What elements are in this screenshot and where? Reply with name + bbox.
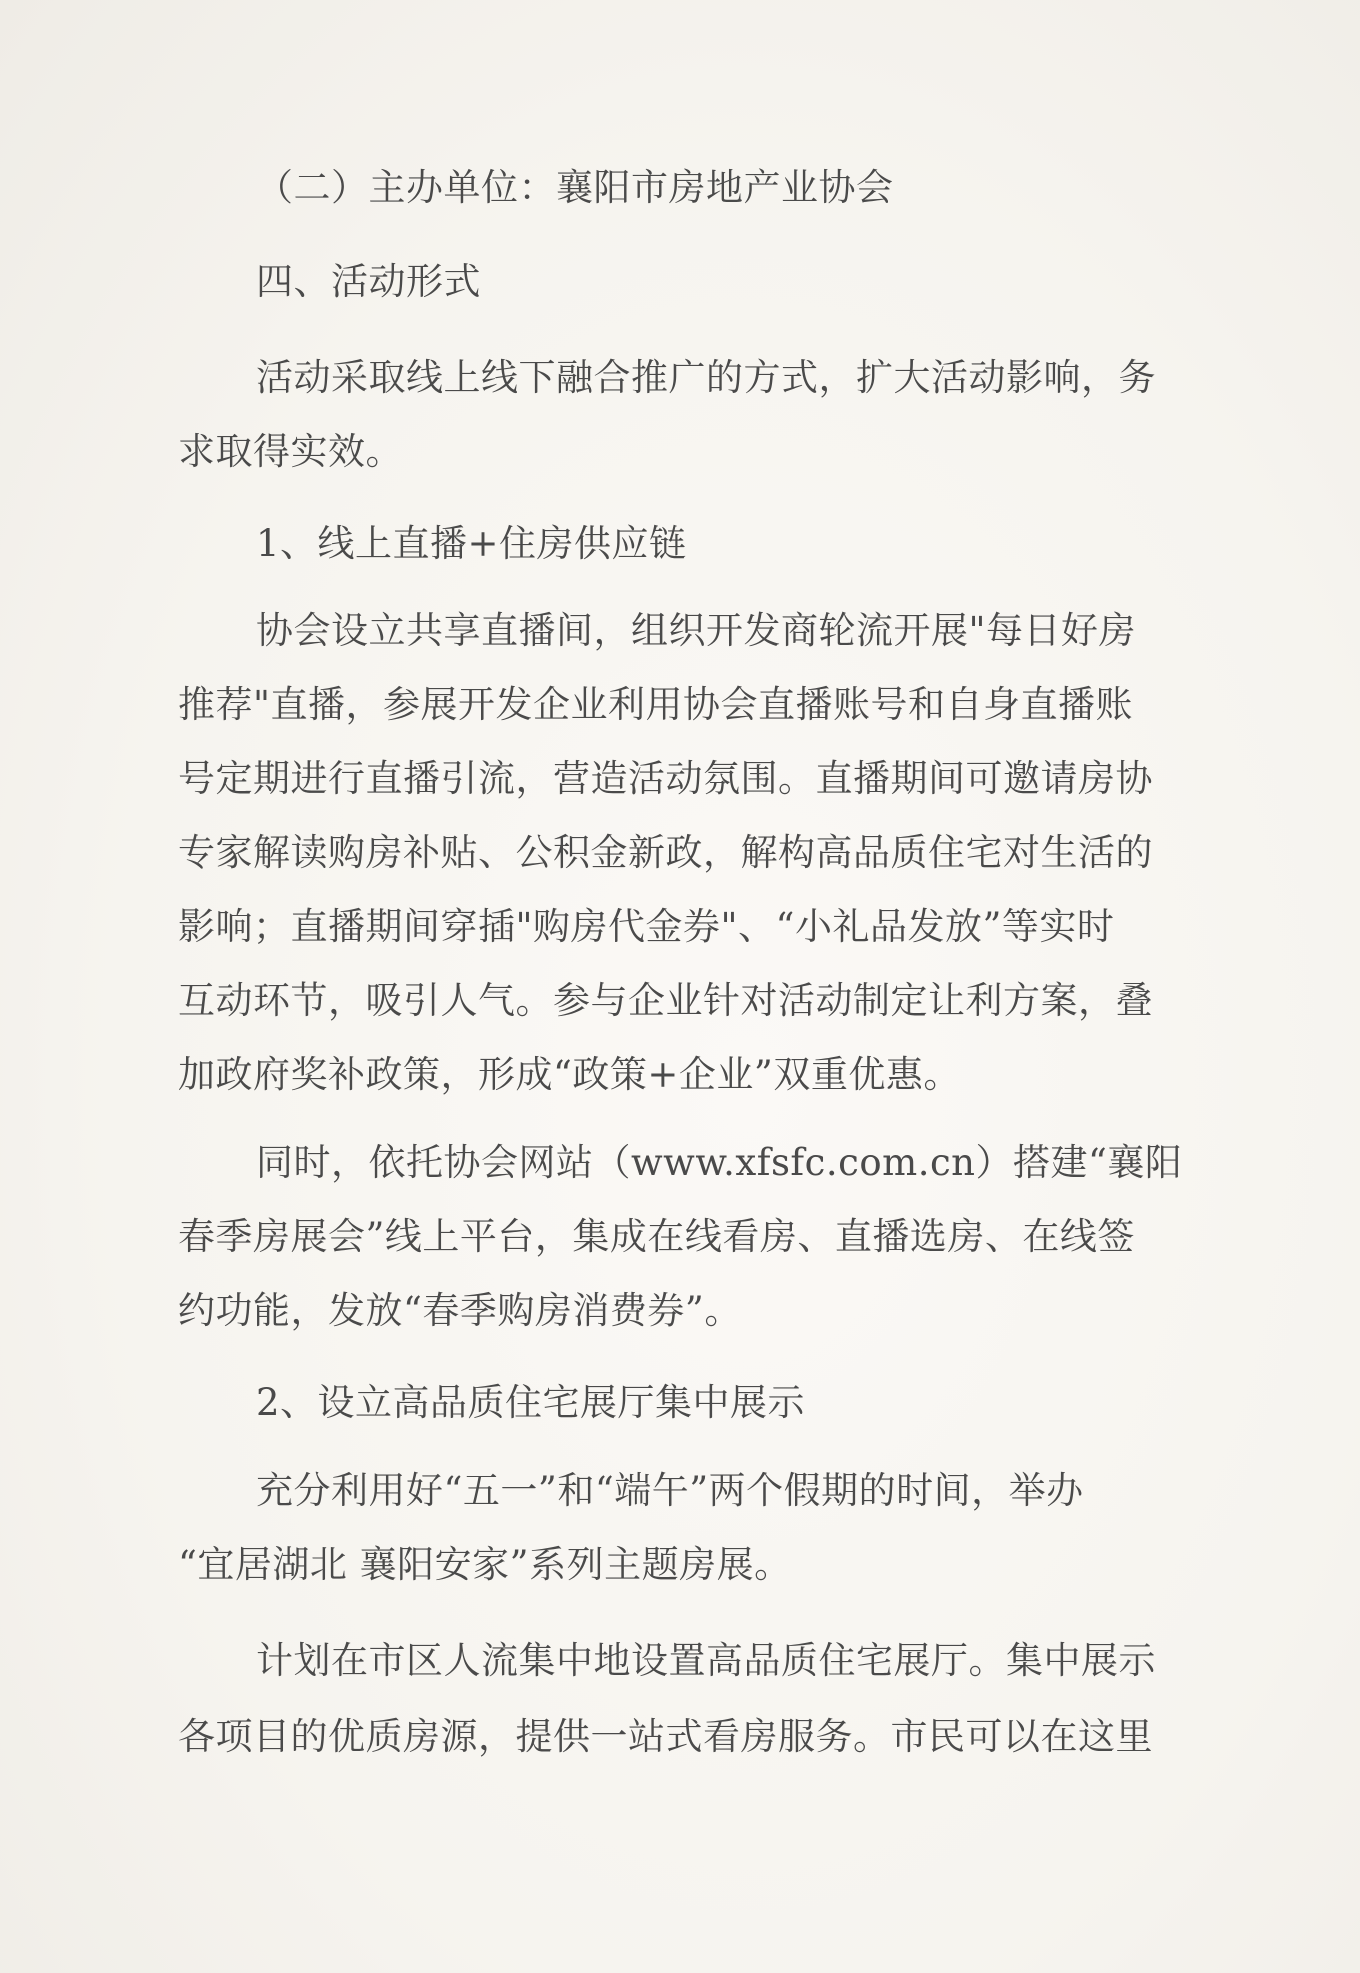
paragraph-line: 活动采取线上线下融合推广的方式，扩大活动影响，务	[256, 356, 1156, 399]
paragraph-line: 专家解读购房补贴、公积金新政，解构高品质住宅对生活的	[178, 831, 1153, 874]
paragraph-line: 各项目的优质房源，提供一站式看房服务。市民可以在这里	[178, 1715, 1153, 1758]
subheading-organizer: （二）主办单位：襄阳市房地产业协会	[256, 166, 894, 209]
paragraph-line: 协会设立共享直播间，组织开发商轮流开展"每日好房	[256, 609, 1137, 652]
subheading-live-stream: 1、线上直播+住房供应链	[256, 522, 687, 565]
paragraph-line: “宜居湖北 襄阳安家”系列主题房展。	[178, 1543, 792, 1586]
paragraph-line: 计划在市区人流集中地设置高品质住宅展厅。集中展示	[256, 1639, 1156, 1682]
paragraph-line: 推荐"直播，参展开发企业利用协会直播账号和自身直播账	[178, 683, 1134, 726]
paragraph-line: 号定期进行直播引流，营造活动氛围。直播期间可邀请房协	[178, 757, 1153, 800]
paragraph-line: 同时，依托协会网站（www.xfsfc.com.cn）搭建“襄阳	[256, 1141, 1183, 1184]
paragraph-line: 互动环节，吸引人气。参与企业针对活动制定让利方案，叠	[178, 979, 1153, 1022]
paragraph-line: 影响；直播期间穿插"购房代金券"、“小礼品发放”等实时	[178, 905, 1115, 948]
paragraph-line: 求取得实效。	[178, 430, 403, 473]
section-heading-activity-form: 四、活动形式	[256, 260, 481, 303]
paragraph-line: 加政府奖补政策，形成“政策+企业”双重优惠。	[178, 1053, 961, 1096]
subheading-showroom: 2、设立高品质住宅展厅集中展示	[256, 1381, 806, 1424]
paragraph-line: 充分利用好“五一”和“端午”两个假期的时间，举办	[256, 1469, 1084, 1512]
paragraph-line: 春季房展会”线上平台，集成在线看房、直播选房、在线签	[178, 1215, 1135, 1258]
paragraph-line: 约功能，发放“春季购房消费券”。	[178, 1289, 742, 1332]
